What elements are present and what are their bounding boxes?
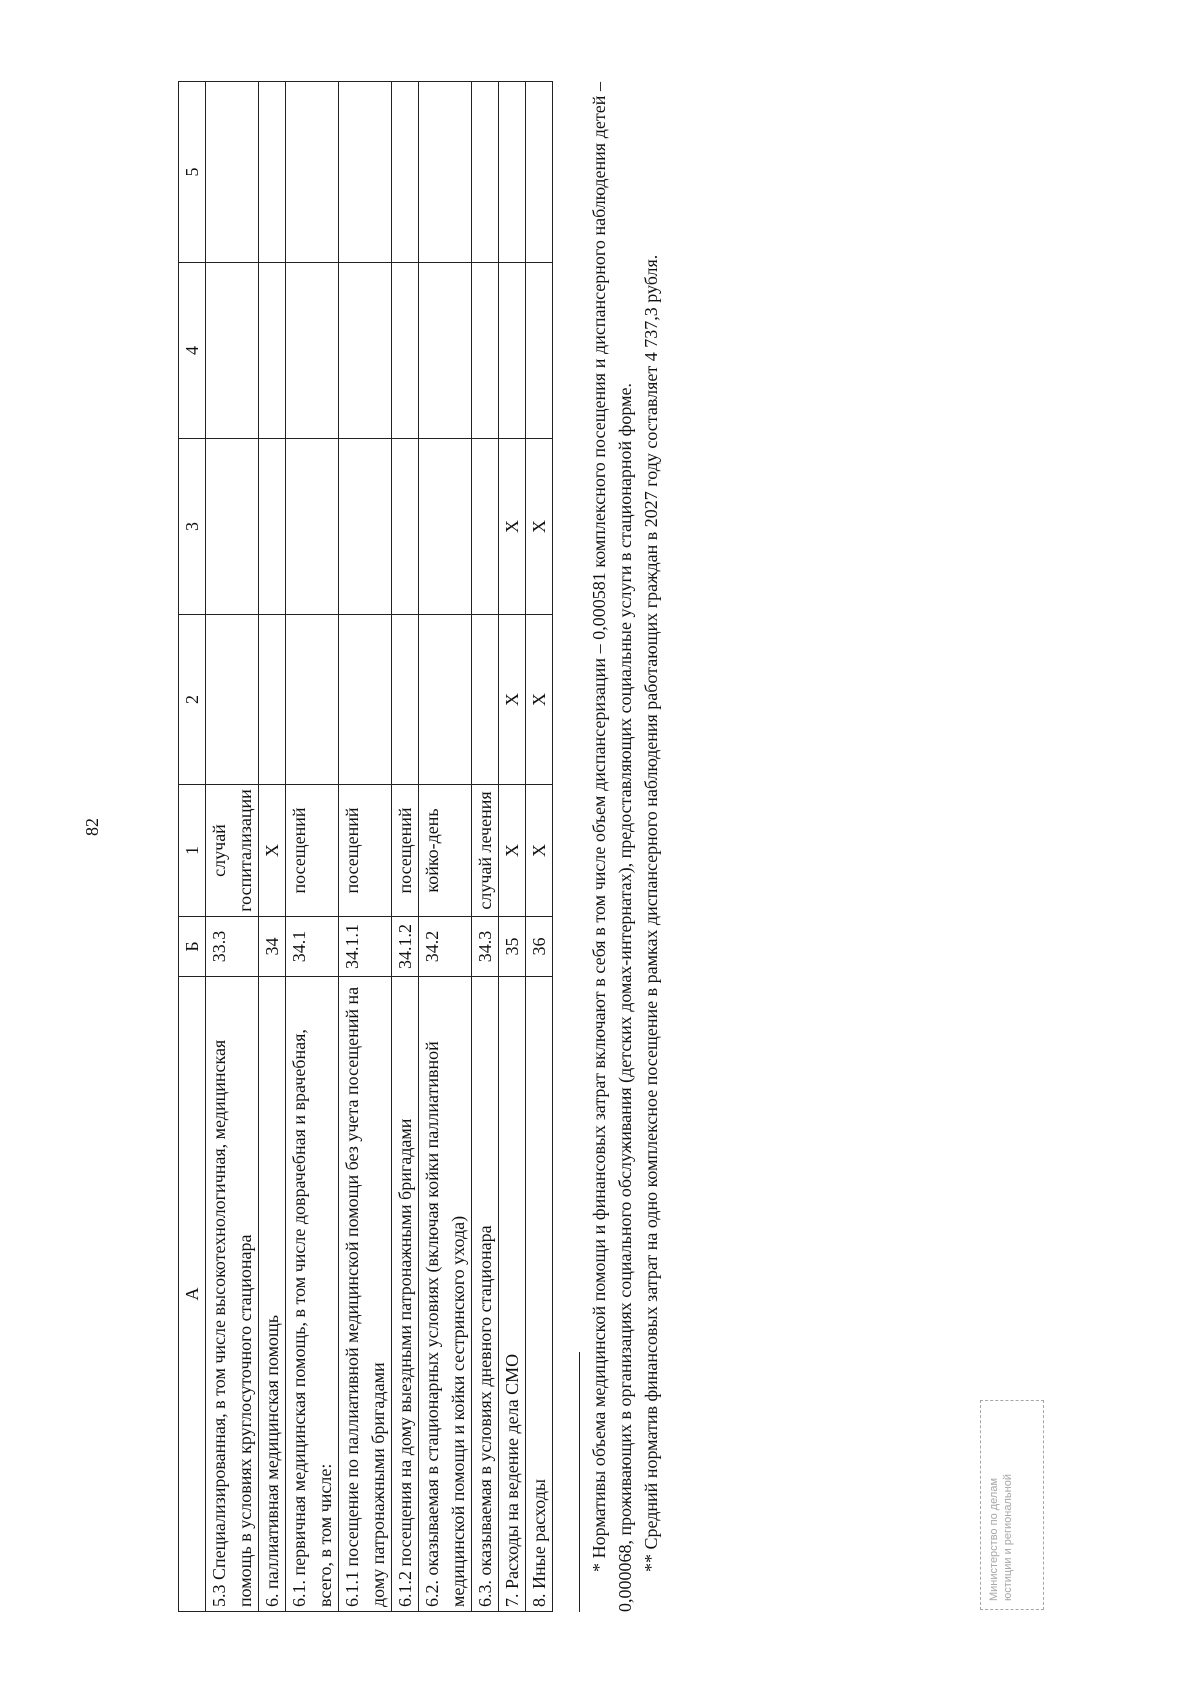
cell-line-code: 34.1.2 xyxy=(392,917,419,977)
footnote-separator xyxy=(579,1352,580,1612)
cell-name: 6.2. оказываемая в стационарных условиях (включая койки паллиативной медицинской помощи и койки сестринского ухода) xyxy=(419,977,472,1612)
cell-unit: посещений xyxy=(392,785,419,917)
cell-col5 xyxy=(259,82,286,263)
cell-unit: X xyxy=(526,785,553,917)
cell-col5 xyxy=(286,82,339,263)
table-row xyxy=(499,82,526,1612)
cell-unit: койко-день xyxy=(419,785,472,917)
cell-col4 xyxy=(392,263,419,439)
cell-line-code: 34.2 xyxy=(419,917,472,977)
table-header-row xyxy=(179,82,206,1612)
cell-line-code: 34.3 xyxy=(472,917,499,977)
col-header-3: 3 xyxy=(179,439,206,615)
col-header-b: Б xyxy=(179,917,206,977)
cell-col5 xyxy=(526,82,553,263)
cell-unit: X xyxy=(499,785,526,917)
cell-col3 xyxy=(472,439,499,615)
col-header-4: 4 xyxy=(179,263,206,439)
cell-name: 6.1.2 посещения на дому выездными патронажными бригадами xyxy=(392,977,419,1612)
cell-col4 xyxy=(419,263,472,439)
cell-unit: посещений xyxy=(286,785,339,917)
cell-name: 6.3. оказываемая в условиях дневного стационара xyxy=(472,977,499,1612)
cell-col5 xyxy=(392,82,419,263)
page-number: 82 xyxy=(82,818,102,836)
table-row xyxy=(286,82,339,1612)
cell-col3 xyxy=(286,439,339,615)
cell-col4 xyxy=(339,263,392,439)
cell-col3 xyxy=(339,439,392,615)
cell-unit: посещений xyxy=(339,785,392,917)
cell-col2: X xyxy=(499,615,526,785)
cell-line-code: 34 xyxy=(259,917,286,977)
table-row xyxy=(526,82,553,1612)
cell-col3: X xyxy=(499,439,526,615)
cell-line-code: 34.1 xyxy=(286,917,339,977)
cell-col2 xyxy=(392,615,419,785)
cell-col5 xyxy=(499,82,526,263)
cell-col3: X xyxy=(526,439,553,615)
cell-col4 xyxy=(472,263,499,439)
cell-col4 xyxy=(499,263,526,439)
cell-name: 6.1. первичная медицинская помощь, в том числе доврачебная и врачебная, всего, в том числе: xyxy=(286,977,339,1612)
cell-line-code: 35 xyxy=(499,917,526,977)
cell-col3 xyxy=(392,439,419,615)
cell-col3 xyxy=(419,439,472,615)
rotated-document xyxy=(178,82,664,1612)
stamp-line-1: Министерство по делам xyxy=(988,1477,1000,1601)
cell-unit: случай лечения xyxy=(472,785,499,917)
cell-name: 7. Расходы на ведение дела СМО xyxy=(499,977,526,1612)
cell-col2 xyxy=(472,615,499,785)
table-row xyxy=(472,82,499,1612)
cell-name: 6. паллиативная медицинская помощь xyxy=(259,977,286,1612)
cell-col2 xyxy=(259,615,286,785)
cell-line-code: 34.1.1 xyxy=(339,917,392,977)
cell-unit: X xyxy=(259,785,286,917)
cell-col2 xyxy=(206,615,259,785)
cell-line-code: 33.3 xyxy=(206,917,259,977)
cell-col2 xyxy=(419,615,472,785)
cell-line-code: 36 xyxy=(526,917,553,977)
footnotes xyxy=(579,82,664,1612)
table-row xyxy=(206,82,259,1612)
cell-col2 xyxy=(339,615,392,785)
table-row xyxy=(392,82,419,1612)
col-header-5: 5 xyxy=(179,82,206,263)
cell-col2 xyxy=(286,615,339,785)
data-table xyxy=(178,81,553,1612)
registration-stamp xyxy=(980,1400,1044,1610)
stamp-line-2: юстиции и региональной xyxy=(1002,1474,1014,1601)
col-header-a: А xyxy=(179,977,206,1612)
cell-name: 5.3 Специализированная, в том числе высокотехнологичная, медицинская помощь в условиях круглосуточного стационара xyxy=(206,977,259,1612)
table-row xyxy=(259,82,286,1612)
col-header-2: 2 xyxy=(179,615,206,785)
cell-name: 8. Иные расходы xyxy=(526,977,553,1612)
col-header-1: 1 xyxy=(179,785,206,917)
cell-col4 xyxy=(526,263,553,439)
cell-col4 xyxy=(206,263,259,439)
cell-col5 xyxy=(419,82,472,263)
cell-col4 xyxy=(259,263,286,439)
table-row xyxy=(339,82,392,1612)
footnote-2: ** Средний норматив финансовых затрат на одно комплексное посещение в рамках диспансерного наблюдения работающих граждан в 2027 году составляет 4 737,3 рубля. xyxy=(641,254,661,1572)
cell-col3 xyxy=(206,439,259,615)
cell-unit: случай госпитализации xyxy=(206,785,259,917)
cell-col5 xyxy=(206,82,259,263)
table-row xyxy=(419,82,472,1612)
cell-col4 xyxy=(286,263,339,439)
cell-col3 xyxy=(259,439,286,615)
cell-name: 6.1.1 посещение по паллиативной медицинской помощи без учета посещений на дому патронажными бригадами xyxy=(339,977,392,1612)
footnote-1: * Нормативы объема медицинской помощи и финансовых затрат включают в себя в том числе объем диспансеризации – 0,000581 комплексного посещения и диспансерного наблюдения детей – 0,000068, проживающих в организациях социального обслуживания (детских домах-интернатах), предоставляющих социальные услуги в стационарной форме. xyxy=(589,82,635,1612)
cell-col2: X xyxy=(526,615,553,785)
cell-col5 xyxy=(472,82,499,263)
cell-col5 xyxy=(339,82,392,263)
